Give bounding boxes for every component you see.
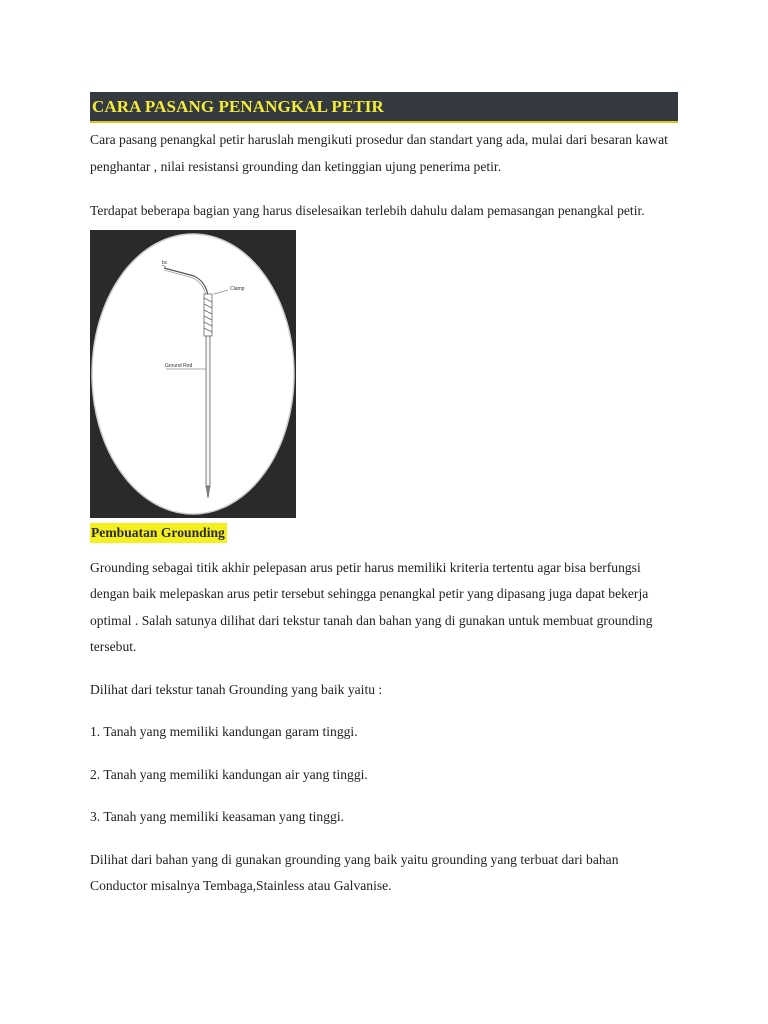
- label-ground-rod: Ground Rod: [165, 362, 193, 369]
- section-heading: [90, 523, 678, 544]
- paragraph-tekstur: Dilihat dari tekstur tanah Grounding yang baik yaitu :: [90, 681, 383, 697]
- label-clamp: Clamp: [230, 285, 245, 292]
- paragraph-grounding: Grounding sebagai titik akhir pelepasan arus petir harus memiliki kriteria tertentu agar bisa berfungsi dengan baik melepaskan arus petir tersebut sehingga penangkal petir yang dipasang juga dapat bekerja optimal . Salah satunya dilihat dari tekstur tanah dan bahan yang di gunakan untuk membuat grounding tersebut.: [90, 559, 653, 654]
- paragraph-bagian: Terdapat beberapa bagian yang harus diselesaikan terlebih dahulu dalam pemasangan penangkal petir.: [90, 203, 645, 218]
- ground-rod: [206, 336, 210, 486]
- list-item: 3. Tanah yang memiliki keasaman yang tinggi.: [90, 809, 344, 824]
- section-heading-text: Pembuatan Grounding: [90, 523, 227, 543]
- list-item: 1. Tanah yang memiliki kandungan garam tinggi.: [90, 724, 358, 739]
- grounding-rod-figure: [90, 230, 296, 518]
- paragraph-bahan: Dilihat dari bahan yang di gunakan grounding yang baik yaitu grounding yang terbuat dari bahan Conductor misalnya Tembaga,Stainless atau Galvanise.: [90, 851, 619, 893]
- grounding-rod-illustration: [90, 230, 296, 518]
- page-title: CARA PASANG PENANGKAL PETIR: [92, 97, 384, 116]
- title-bar: [90, 92, 678, 123]
- paragraph-intro: Cara pasang penangkal petir haruslah mengikuti prosedur dan standart yang ada, mulai dari besaran kawat penghantar , nilai resistansi grounding dan ketinggian ujung penerima petir.: [90, 132, 668, 174]
- label-bc: bc: [162, 259, 168, 266]
- list-item: 2. Tanah yang memiliki kandungan air yang tinggi.: [90, 766, 368, 782]
- document-page: [90, 92, 678, 900]
